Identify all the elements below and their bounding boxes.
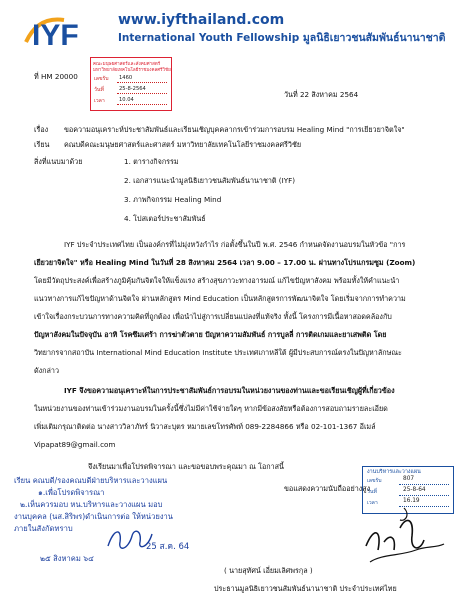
attachment-item: 1. ตารางกิจกรรม [124,157,179,166]
handwritten-note-line: ๑.เพื่อโปรดพิจารณา [38,488,105,497]
stamp-line-1: คณะมนุษยศาสตร์และสังคมศาสตร์ [93,62,161,67]
signature-left [104,524,156,554]
stamp-time-label: เวลา [94,98,105,104]
regards-line: ขอแสดงความนับถืออย่างสูง [284,484,371,493]
handwritten-note-line: งานบุคคล (นส.สิริพร)ดำเนินการต่อ ให้หน่วยงาน [14,512,173,521]
stamp-line-2: มหาวิทยาลัยเทคโนโลยีราชมงคลศรีวิชัย [93,68,171,73]
body-line: วิทยากรจากสถาบัน International Mind Education Institute ประเทศเกาหลีใต้ ผู้มีประสบการณ์ตรงในปัญหาลักษณะ [34,348,402,357]
attachments-label: สิ่งที่แนบมาด้วย [34,157,83,166]
handwritten-note-line: เรียน คณบดี/รองคณบดีฝ่ายบริหารและวางแผน [14,476,168,485]
request-line: IYF จึงขอความอนุเคราะห์ในการประชาสัมพันธ์การอบรมในหน่วยงานของท่านและขอเรียนเชิญผู้ที่เกี่ยวข้อง [64,386,395,395]
stamp-number-value: 1460 [119,75,133,81]
office-stamp-title: งานบริหารและวางแผน [367,469,421,475]
attachment-item: 2. เอกสารแนะนำมูลนิธิเยาวชนสัมพันธ์นานาชาติ (IYF) [124,176,296,185]
body-line: ปัญหาสังคมในปัจจุบัน อาทิ โรคซึมเศร้า การฆ่าตัวตาย ปัญหาความสัมพันธ์ การบูลลี่ การติดเกมและยาเสพติด โดย [34,330,387,339]
closing-line: จึงเรียนมาเพื่อโปรดพิจารณา และขอขอบพระคุณมา ณ โอกาสนี้ [88,462,284,471]
office-date-value: 25-8-64 [403,487,426,493]
attachment-item: 4. โปสเตอร์ประชาสัมพันธ์ [124,214,206,223]
stamp-number-label: เลขรับ [94,76,109,82]
office-number-label: เลขรับ [367,478,382,484]
body-line: โดยมีวัตถุประสงค์เพื่อสร้างภูมิคุ้มกันจิตใจให้แข็งแรง สร้างสุขภาวะทางอารมณ์ แก้ไขปัญหาสังคม พร้อมทั้งให้คำแนะนำ [34,276,400,285]
letter-date: วันที่ 22 สิงหาคม 2564 [284,90,359,99]
request-line: เพิ่มเติมกรุณาติดต่อ นางสาววิลาภัทร์ นิวาสะบุตร หมายเลขโทรศัพท์ 089-2284866 หรือ 02-101-1367 อีเมล์ [34,422,376,431]
handwritten-note-line: ภายในสังกัดทราบ [14,524,73,533]
request-line: ในหน่วยงานของท่านเข้าร่วมงานอบรมในครั้งนี้ซึ่งไม่มีค่าใช้จ่ายใดๆ หากมีข้อสงสัยหรือต้องการสอบถามรายละเอียด [34,404,388,413]
signer-title: ประธานมูลนิธิเยาวชนสัมพันธ์นานาชาติ ประจำประเทศไทย [214,584,397,593]
handwritten-note-line: ๒.เห็นควรมอบ หน.บริหารและวางแผน มอบ [20,500,163,509]
body-line: IYF ประจำประเทศไทย เป็นองค์กรที่ไม่มุ่งหวังกำไร ก่อตั้งขึ้นในปี พ.ศ. 2546 กำหนดจัดงานอบรมในหัวข้อ "การ [64,240,406,249]
website-url: www.iyfthailand.com [118,12,285,28]
handwritten-date: ๒๕ สิงหาคม ๖๔ [40,554,94,563]
office-date-label: วันที่ [367,489,377,495]
signature-right [360,506,450,570]
body-line: แนวทางการแก้ไขปัญหาด้านจิตใจ ผ่านหลักสูตร Mind Education เป็นหลักสูตรการพัฒนาจิตใจ โดยเริ่มจากการทำความ [34,294,406,303]
subject-text: ขอความอนุเคราะห์ประชาสัมพันธ์และเรียนเชิญบุคคลากรเข้าร่วมการอบรม Healing Mind "การเยียวยาจิตใจ" [64,125,405,134]
handwritten-date: 25 ส.ค. 64 [146,542,190,552]
stamp-date-label: วันที่ [94,87,104,93]
subject-label: เรื่อง [34,125,49,134]
office-number-value: 807 [403,476,415,482]
to-label: เรียน [34,140,50,149]
svg-text:IYF: IYF [32,19,79,50]
request-line: Vipapat89@gmail.com [34,440,116,449]
office-time-value: 16.19 [403,498,420,504]
iyf-logo [24,12,104,50]
org-name: International Youth Fellowship มูลนิธิเยาวชนสัมพันธ์นานาชาติ [118,32,446,44]
body-line: ดังกล่าว [34,366,60,375]
body-line: เยียวยาจิตใจ" หรือ Healing Mind ในวันที่ 28 สิงหาคม 2564 เวลา 9.00 – 17.00 น. ผ่านทางโปรแกรมซูม (Zoom) [34,258,416,267]
office-time-label: เวลา [367,500,378,506]
to-text: คณบดีคณะมนุษยศาสตร์และศาสตร์ มหาวิทยาลัยเทคโนโลยีราชมงคลศรีวิชัย [64,140,302,149]
stamp-time-value: 10.04 [119,97,134,103]
stamp-date-value: 25-8-2564 [119,86,146,92]
receipt-stamp [90,57,172,111]
body-line: เข้าใจเรื่องกระบวนการทางความคิดที่ถูกต้อง เพื่อนำไปสู่การเปลี่ยนแปลงที่แท้จริง ทั้งนี้ โครงการมีเนื้อหาสอดคล้องกับ [34,312,392,321]
attachment-item: 3. ภาพกิจกรรม Healing Mind [124,195,222,204]
doc-number: ที่ HM 20000 [34,72,78,81]
signer-name: ( นายสุทัศน์ เอี่ยมเลิศพรกุล ) [224,566,313,575]
